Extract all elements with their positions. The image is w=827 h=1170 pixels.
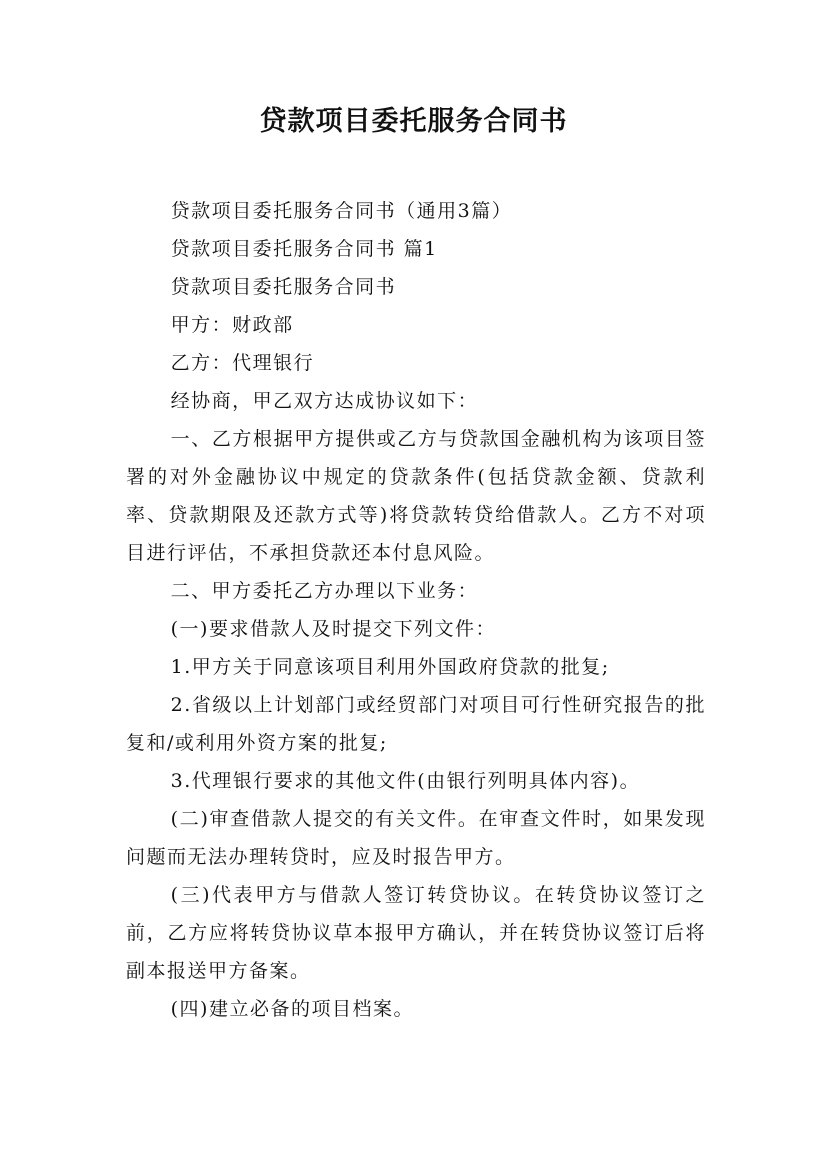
- document-body: [126, 192, 706, 1028]
- paragraph-heading-collection: 贷款项目委托服务合同书（通用3篇）: [170, 200, 513, 222]
- paragraph-item-c: (三)代表甲方与借款人签订转贷协议。在转贷协议签订之前，乙方应将转贷协议草本报甲方确认，并在转贷协议签订后将副本报送甲方备案。: [126, 884, 706, 982]
- paragraph-clause-2: 二、甲方委托乙方办理以下业务：: [170, 580, 479, 602]
- paragraph-agreement-intro: 经协商，甲乙双方达成协议如下：: [170, 390, 479, 412]
- paragraph-party-a: 甲方：财政部: [170, 314, 294, 336]
- paragraph-heading-part1: 贷款项目委托服务合同书 篇1: [170, 238, 438, 260]
- paragraph-clause-1: 一、乙方根据甲方提供或乙方与贷款国金融机构为该项目签署的对外金融协议中规定的贷款条件(包括贷款金额、贷款利率、贷款期限及还款方式等)将贷款转贷给借款人。乙方不对项目进行评估，不承担贷款还本付息风险。: [126, 428, 706, 564]
- paragraph-item-a-3: 3.代理银行要求的其他文件(由银行列明具体内容)。: [170, 770, 641, 792]
- paragraph-item-a: (一)要求借款人及时提交下列文件：: [170, 618, 496, 640]
- paragraph-item-a-2: 2.省级以上计划部门或经贸部门对项目可行性研究报告的批复和/或利用外资方案的批复;: [126, 694, 706, 754]
- paragraph-party-b: 乙方：代理银行: [170, 352, 315, 374]
- paragraph-contract-name: 贷款项目委托服务合同书: [170, 276, 397, 298]
- document-title: 贷款项目委托服务合同书: [259, 106, 568, 137]
- paragraph-item-a-1: 1.甲方关于同意该项目利用外国政府贷款的批复;: [170, 656, 610, 678]
- paragraph-item-b: (二)审查借款人提交的有关文件。在审查文件时，如果发现问题而无法办理转贷时，应及时报告甲方。: [126, 808, 706, 868]
- paragraph-item-d: (四)建立必备的项目档案。: [170, 998, 414, 1020]
